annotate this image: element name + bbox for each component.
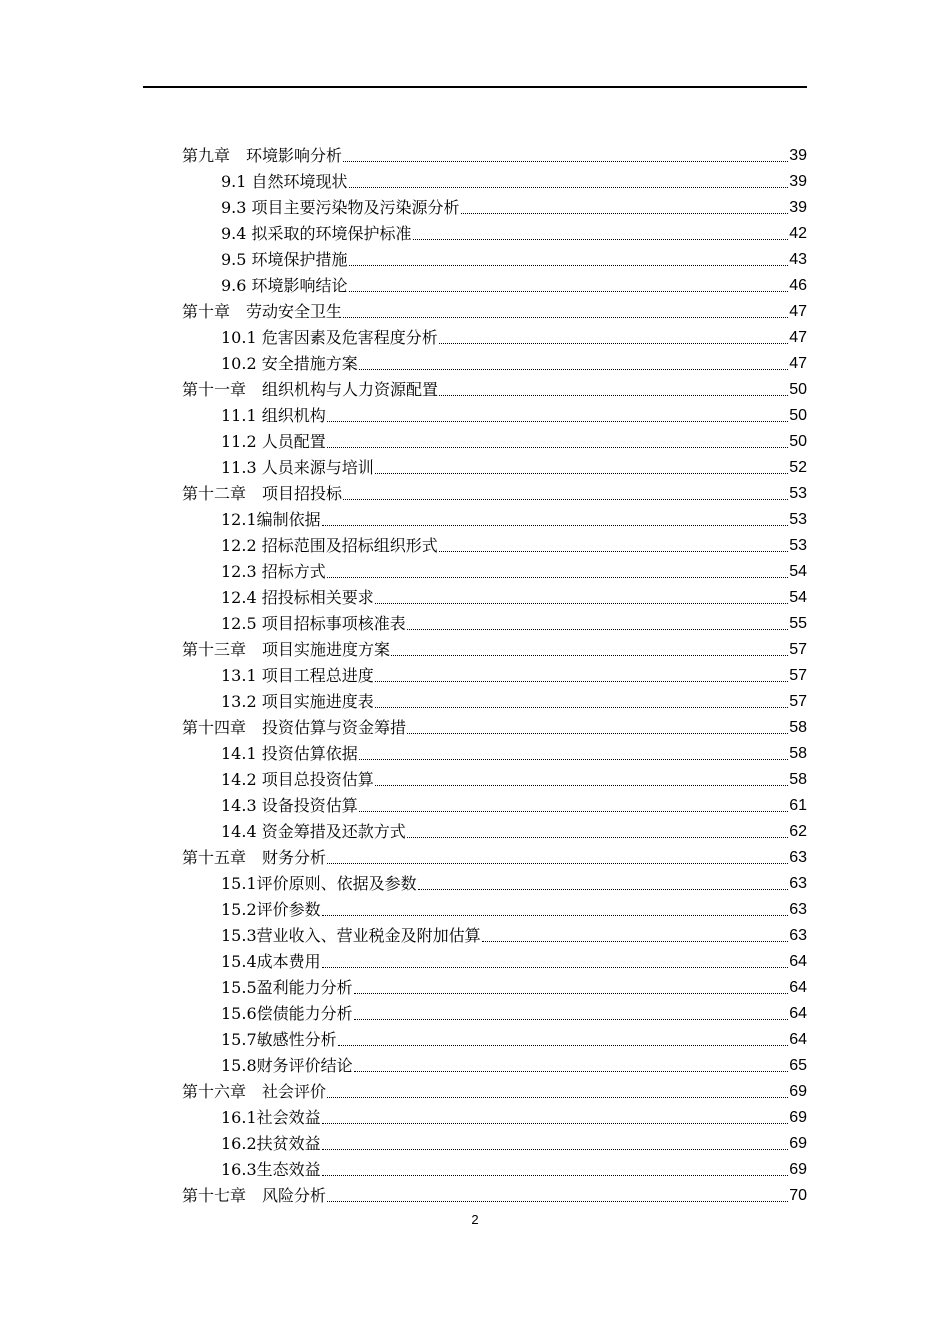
toc-section-entry[interactable] [182,1130,807,1156]
toc-entry-page: 39 [789,173,807,190]
toc-section-entry[interactable] [182,324,807,350]
toc-chapter-entry[interactable] [182,636,807,662]
toc-entry-page: 42 [789,225,807,242]
toc-chapter-entry[interactable] [182,142,807,168]
toc-section-entry[interactable] [182,350,807,376]
toc-entry-page: 64 [789,1031,807,1048]
dot-leader [359,759,788,760]
dot-leader [439,551,788,552]
toc-entry-title: 9.6 环境影响结论 [221,276,348,295]
dot-leader [375,603,788,604]
toc-entry-title: 16.3生态效益 [221,1160,321,1179]
toc-section-entry[interactable] [182,766,807,792]
toc-entry-page: 47 [789,355,807,372]
toc-entry-title: 第十六章 社会评价 [182,1082,327,1101]
toc-entry-title: 14.1 投资估算依据 [221,744,358,763]
dot-leader [359,369,788,370]
toc-entry-page: 64 [789,1005,807,1022]
toc-section-entry[interactable] [182,246,807,272]
dot-leader [338,1045,789,1046]
toc-entry-page: 43 [789,251,807,268]
toc-entry-page: 39 [789,147,807,164]
dot-leader [439,395,788,396]
toc-entry-page: 46 [789,277,807,294]
dot-leader [407,629,788,630]
toc-section-entry[interactable] [182,194,807,220]
toc-entry-title: 12.4 招投标相关要求 [221,588,374,607]
toc-entry-title: 11.2 人员配置 [221,432,326,451]
toc-entry-title: 14.3 设备投资估算 [221,796,358,815]
table-of-contents [182,142,807,1208]
dot-leader [327,863,788,864]
dot-leader [375,707,788,708]
toc-section-entry[interactable] [182,1026,807,1052]
toc-entry-title: 15.7敏感性分析 [221,1030,337,1049]
dot-leader [327,1097,788,1098]
dot-leader [327,1201,788,1202]
toc-section-entry[interactable] [182,688,807,714]
toc-section-entry[interactable] [182,402,807,428]
toc-entry-title: 15.5盈利能力分析 [221,978,353,997]
dot-leader [354,1019,789,1020]
toc-section-entry[interactable] [182,818,807,844]
toc-entry-page: 65 [789,1057,807,1074]
dot-leader [391,655,788,656]
toc-entry-page: 57 [789,693,807,710]
toc-entry-title: 9.3 项目主要污染物及污染源分析 [221,198,460,217]
toc-section-entry[interactable] [182,428,807,454]
dot-leader [413,239,789,240]
toc-entry-title: 16.1社会效益 [221,1108,321,1127]
toc-entry-page: 69 [789,1161,807,1178]
toc-chapter-entry[interactable] [182,376,807,402]
toc-entry-page: 50 [789,407,807,424]
toc-section-entry[interactable] [182,558,807,584]
dot-leader [343,317,788,318]
toc-section-entry[interactable] [182,584,807,610]
dot-leader [322,1123,789,1124]
toc-entry-page: 70 [789,1187,807,1204]
toc-section-entry[interactable] [182,922,807,948]
toc-entry-title: 13.1 项目工程总进度 [221,666,374,685]
dot-leader [418,889,789,890]
dot-leader [343,161,788,162]
toc-section-entry[interactable] [182,792,807,818]
toc-entry-page: 50 [789,433,807,450]
toc-entry-page: 62 [789,823,807,840]
toc-section-entry[interactable] [182,1052,807,1078]
toc-entry-title: 12.3 招标方式 [221,562,326,581]
toc-entry-page: 63 [789,849,807,866]
toc-section-entry[interactable] [182,662,807,688]
dot-leader [349,265,789,266]
toc-entry-page: 58 [789,719,807,736]
dot-leader [322,967,789,968]
toc-section-entry[interactable] [182,1156,807,1182]
dot-leader [461,213,789,214]
toc-entry-page: 69 [789,1135,807,1152]
toc-entry-page: 58 [789,745,807,762]
dot-leader [439,343,788,344]
toc-entry-title: 15.6偿债能力分析 [221,1004,353,1023]
toc-entry-title: 10.1 危害因素及危害程度分析 [221,328,438,347]
toc-section-entry[interactable] [182,740,807,766]
toc-section-entry[interactable] [182,974,807,1000]
dot-leader [375,473,788,474]
toc-section-entry[interactable] [182,454,807,480]
toc-entry-page: 63 [789,875,807,892]
toc-chapter-entry[interactable] [182,1078,807,1104]
toc-entry-title: 15.8财务评价结论 [221,1056,353,1075]
toc-entry-title: 12.2 招标范围及招标组织形式 [221,536,438,555]
toc-entry-title: 15.1评价原则、依据及参数 [221,874,417,893]
dot-leader [354,1071,789,1072]
toc-entry-title: 第十四章 投资估算与资金筹措 [182,718,407,737]
dot-leader [327,447,788,448]
toc-entry-page: 53 [789,537,807,554]
toc-entry-page: 50 [789,381,807,398]
dot-leader [327,421,788,422]
header-rule [143,86,807,88]
toc-entry-page: 53 [789,511,807,528]
toc-entry-title: 11.3 人员来源与培训 [221,458,374,477]
toc-entry-title: 11.1 组织机构 [221,406,326,425]
toc-entry-title: 第十七章 风险分析 [182,1186,327,1205]
toc-entry-page: 47 [789,329,807,346]
toc-entry-page: 57 [789,667,807,684]
toc-entry-page: 52 [789,459,807,476]
toc-section-entry[interactable] [182,506,807,532]
dot-leader [349,291,789,292]
toc-section-entry[interactable] [182,168,807,194]
toc-entry-title: 9.5 环境保护措施 [221,250,348,269]
toc-entry-title: 12.1编制依据 [221,510,321,529]
dot-leader [375,785,788,786]
toc-entry-page: 39 [789,199,807,216]
toc-entry-title: 12.5 项目招标事项核准表 [221,614,406,633]
toc-entry-page: 54 [789,589,807,606]
toc-entry-title: 第十五章 财务分析 [182,848,327,867]
toc-section-entry[interactable] [182,948,807,974]
toc-entry-title: 第九章 环境影响分析 [182,146,343,165]
dot-leader [322,1149,789,1150]
toc-chapter-entry[interactable] [182,844,807,870]
dot-leader [359,811,788,812]
dot-leader [407,837,788,838]
toc-entry-title: 15.2评价参数 [221,900,321,919]
dot-leader [482,941,789,942]
toc-entry-page: 63 [789,901,807,918]
toc-entry-title: 15.4成本费用 [221,952,321,971]
toc-entry-page: 64 [789,979,807,996]
toc-section-entry[interactable] [182,610,807,636]
toc-entry-title: 15.3营业收入、营业税金及附加估算 [221,926,481,945]
toc-entry-title: 第十一章 组织机构与人力资源配置 [182,380,439,399]
toc-entry-title: 9.1 自然环境现状 [221,172,348,191]
toc-entry-title: 14.4 资金筹措及还款方式 [221,822,406,841]
dot-leader [343,499,788,500]
dot-leader [407,733,788,734]
toc-chapter-entry[interactable] [182,480,807,506]
toc-section-entry[interactable] [182,1000,807,1026]
toc-entry-page: 47 [789,303,807,320]
dot-leader [322,915,789,916]
toc-entry-title: 10.2 安全措施方案 [221,354,358,373]
toc-entry-page: 69 [789,1083,807,1100]
toc-section-entry[interactable] [182,532,807,558]
toc-section-entry[interactable] [182,896,807,922]
toc-entry-page: 55 [789,615,807,632]
toc-section-entry[interactable] [182,870,807,896]
toc-chapter-entry[interactable] [182,298,807,324]
toc-section-entry[interactable] [182,220,807,246]
toc-entry-title: 9.4 拟采取的环境保护标准 [221,224,412,243]
toc-entry-page: 64 [789,953,807,970]
dot-leader [327,577,788,578]
toc-entry-title: 第十三章 项目实施进度方案 [182,640,391,659]
toc-entry-title: 第十章 劳动安全卫生 [182,302,343,321]
toc-entry-page: 53 [789,485,807,502]
dot-leader [322,1175,789,1176]
toc-chapter-entry[interactable] [182,714,807,740]
toc-section-entry[interactable] [182,1104,807,1130]
dot-leader [349,187,789,188]
toc-entry-title: 16.2扶贫效益 [221,1134,321,1153]
toc-entry-title: 14.2 项目总投资估算 [221,770,374,789]
dot-leader [375,681,788,682]
dot-leader [354,993,789,994]
toc-entry-title: 第十二章 项目招投标 [182,484,343,503]
toc-entry-page: 69 [789,1109,807,1126]
toc-section-entry[interactable] [182,272,807,298]
toc-entry-page: 54 [789,563,807,580]
toc-chapter-entry[interactable] [182,1182,807,1208]
toc-entry-page: 61 [789,797,807,814]
page-number: 2 [471,1212,479,1227]
toc-entry-page: 58 [789,771,807,788]
toc-entry-page: 57 [789,641,807,658]
toc-entry-title: 13.2 项目实施进度表 [221,692,374,711]
dot-leader [322,525,789,526]
toc-entry-page: 63 [789,927,807,944]
